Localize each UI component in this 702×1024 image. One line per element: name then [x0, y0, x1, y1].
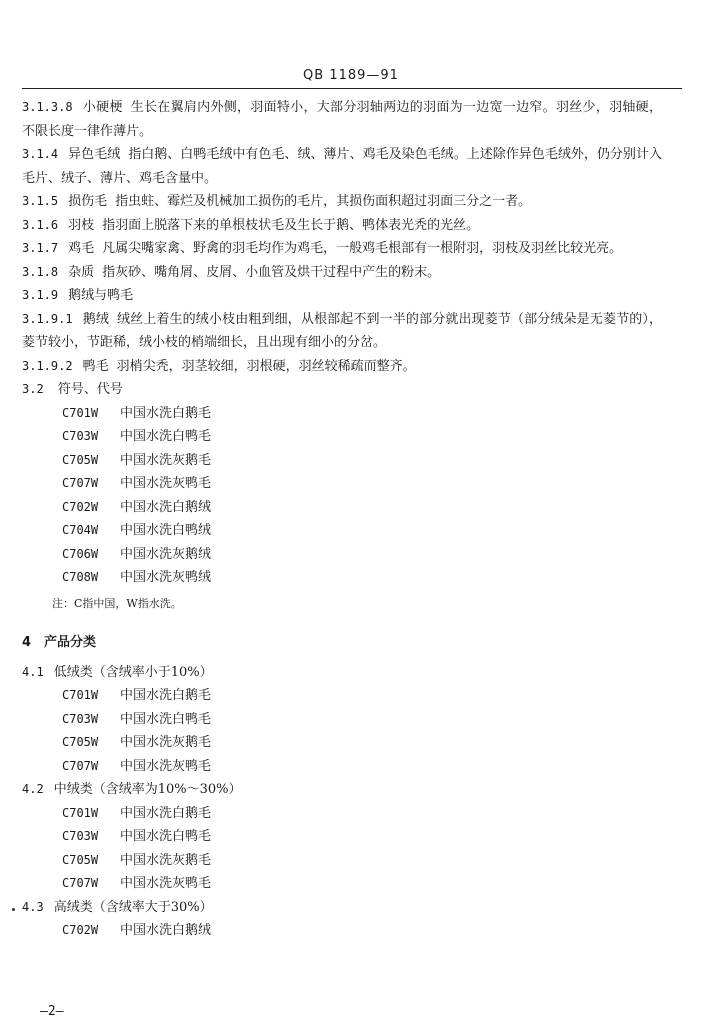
clause-number: 3.1.3.8 — [22, 100, 73, 114]
class-code-list — [22, 919, 662, 943]
product-code: C705W — [62, 452, 99, 467]
clause-number: 3.1.9.1 — [22, 311, 73, 326]
class-number: 4.3 — [22, 899, 44, 914]
product-name: 中国水洗白鸭毛 — [120, 711, 212, 727]
term-name: 损伤毛 — [68, 194, 108, 209]
term-name: 鹅绒与鸭毛 — [68, 288, 134, 303]
product-name: 中国水洗灰鹅毛 — [120, 452, 212, 468]
code-row — [62, 519, 662, 543]
term-name: 杂质 — [68, 264, 95, 280]
product-code: C703W — [62, 429, 99, 443]
product-code: C705W — [62, 852, 99, 867]
term-name: 小硬梗 — [82, 100, 123, 115]
product-name: 中国水洗白鹅绒 — [120, 499, 212, 515]
code-row — [62, 425, 662, 449]
product-name: 中国水洗灰鸭毛 — [120, 758, 212, 774]
term-definition: 指灰砂、嘴角屑、皮屑、小血管及烘干过程中产生的粉末。 — [102, 264, 441, 280]
product-code: C707W — [62, 758, 99, 773]
product-code: C705W — [62, 735, 99, 749]
term-definition: 羽梢尖秃，羽茎较细，羽根硬，羽丝较稀疏而整齐。 — [116, 358, 416, 374]
product-name: 中国水洗灰鹅绒 — [120, 546, 212, 562]
product-code: C707W — [62, 876, 99, 890]
definition-paragraph — [22, 284, 662, 308]
product-name: 中国水洗白鹅毛 — [120, 405, 212, 421]
code-row — [62, 684, 662, 708]
definition-paragraph — [22, 308, 662, 355]
code-row — [62, 472, 662, 496]
product-code: C701W — [62, 688, 99, 702]
definition-paragraph — [22, 214, 662, 238]
term-name: 鸡毛 — [68, 241, 95, 256]
definition-paragraph — [22, 143, 662, 190]
definition-paragraph — [22, 261, 662, 285]
code-row — [62, 731, 662, 755]
class-number: 4.1 — [22, 664, 44, 679]
code-row — [62, 872, 662, 896]
section-number: 3.2 — [22, 382, 44, 396]
definitions-section — [22, 96, 662, 378]
class-code-list — [22, 802, 662, 896]
class-title: 中绒类（含绒率为10%～30%） — [53, 782, 242, 797]
product-name: 中国水洗灰鹅毛 — [120, 852, 212, 868]
product-name: 中国水洗白鹅绒 — [120, 923, 212, 938]
document-body — [22, 96, 662, 943]
term-definition: 指白鹅、白鸭毛绒中有色毛、绒、薄片、鸡毛及染色毛绒。上述除作异色毛绒外，仍分别计入毛片、绒子、薄片、鸡毛含量中。 — [22, 147, 662, 186]
code-row — [62, 566, 662, 590]
product-name: 中国水洗白鸭毛 — [120, 829, 212, 844]
code-row — [62, 402, 662, 426]
product-code: C704W — [62, 523, 99, 537]
definition-paragraph — [22, 190, 662, 214]
section-heading-4: 4 产品分类 — [22, 635, 97, 650]
clause-number: 3.1.7 — [22, 241, 59, 255]
code-row — [62, 849, 662, 873]
product-name: 中国水洗灰鸭毛 — [120, 876, 212, 891]
clause-number: 3.1.8 — [22, 264, 59, 279]
section-title: 符号、代号 — [57, 382, 123, 397]
term-definition: 绒丝上着生的绒小枝由粗到细，从根部起不到一半的部分就出现菱节（部分绒朵是无菱节的），菱节较小，节距稀，绒小枝的梢端细长，且出现有细小的分岔。 — [22, 311, 662, 350]
code-row — [62, 825, 662, 849]
class-heading — [22, 896, 662, 920]
class-title: 低绒类（含绒率小于10%） — [53, 664, 213, 680]
code-list — [22, 402, 662, 590]
clause-number: 3.1.5 — [22, 194, 59, 208]
scan-speck — [12, 908, 15, 911]
clause-number: 3.1.9.2 — [22, 358, 73, 373]
term-definition: 生长在翼肩内外侧，羽面特小，大部分羽轴两边的羽面为一边宽一边窄。羽丝少，羽轴硬，不限长度一律作薄片。 — [22, 100, 662, 139]
product-name: 中国水洗白鹅毛 — [120, 805, 212, 821]
class-title: 高绒类（含绒率大于30%） — [53, 899, 213, 915]
product-code: C702W — [62, 923, 99, 937]
product-code: C701W — [62, 405, 99, 420]
code-row — [62, 543, 662, 567]
code-row — [62, 755, 662, 779]
product-name: 中国水洗灰鹅毛 — [120, 735, 212, 750]
term-definition: 指羽面上脱落下来的单根枝状毛及生长于鹅、鸭体表光秃的光丝。 — [102, 217, 480, 233]
code-row — [62, 802, 662, 826]
product-name: 中国水洗白鸭毛 — [120, 429, 212, 444]
product-name: 中国水洗灰鸭绒 — [120, 570, 212, 585]
clause-number: 3.1.6 — [22, 217, 59, 232]
header-rule — [22, 88, 682, 89]
classification-section — [22, 661, 662, 943]
product-name: 中国水洗灰鸭毛 — [120, 476, 212, 491]
standard-header: QB 1189—91 — [303, 68, 399, 83]
term-definition: 指虫蛀、霉烂及机械加工损伤的毛片，其损伤面积超过羽面三分之一者。 — [115, 194, 532, 209]
section-heading-3-2 — [22, 378, 662, 402]
product-code: C706W — [62, 546, 99, 561]
class-code-list — [22, 684, 662, 778]
clause-number: 3.1.4 — [22, 147, 59, 161]
page-number: —2— — [40, 1004, 64, 1019]
product-code: C703W — [62, 711, 99, 726]
term-definition: 凡属尖嘴家禽、野禽的羽毛均作为鸡毛，一般鸡毛根部有一根附羽，羽枝及羽丝比较光亮。 — [102, 241, 623, 256]
definition-paragraph — [22, 237, 662, 261]
code-row — [62, 496, 662, 520]
code-row — [62, 708, 662, 732]
class-heading — [22, 778, 662, 802]
product-code: C703W — [62, 829, 99, 843]
definition-paragraph — [22, 96, 662, 143]
product-name: 中国水洗白鹅毛 — [120, 688, 212, 703]
code-row — [62, 449, 662, 473]
term-name: 鸭毛 — [82, 358, 109, 374]
product-code: C707W — [62, 476, 99, 490]
clause-number: 3.1.9 — [22, 288, 59, 302]
class-number: 4.2 — [22, 782, 44, 796]
definition-paragraph — [22, 355, 662, 379]
product-name: 中国水洗白鸭绒 — [120, 523, 212, 538]
product-code: C701W — [62, 805, 99, 820]
term-name: 羽枝 — [68, 217, 95, 233]
code-note: 注：C指中国，W指水洗。 — [52, 596, 182, 610]
term-name: 鹅绒 — [82, 311, 109, 327]
term-name: 异色毛绒 — [68, 147, 121, 162]
class-heading — [22, 661, 662, 685]
code-row — [62, 919, 662, 943]
product-code: C702W — [62, 499, 99, 514]
product-code: C708W — [62, 570, 99, 584]
